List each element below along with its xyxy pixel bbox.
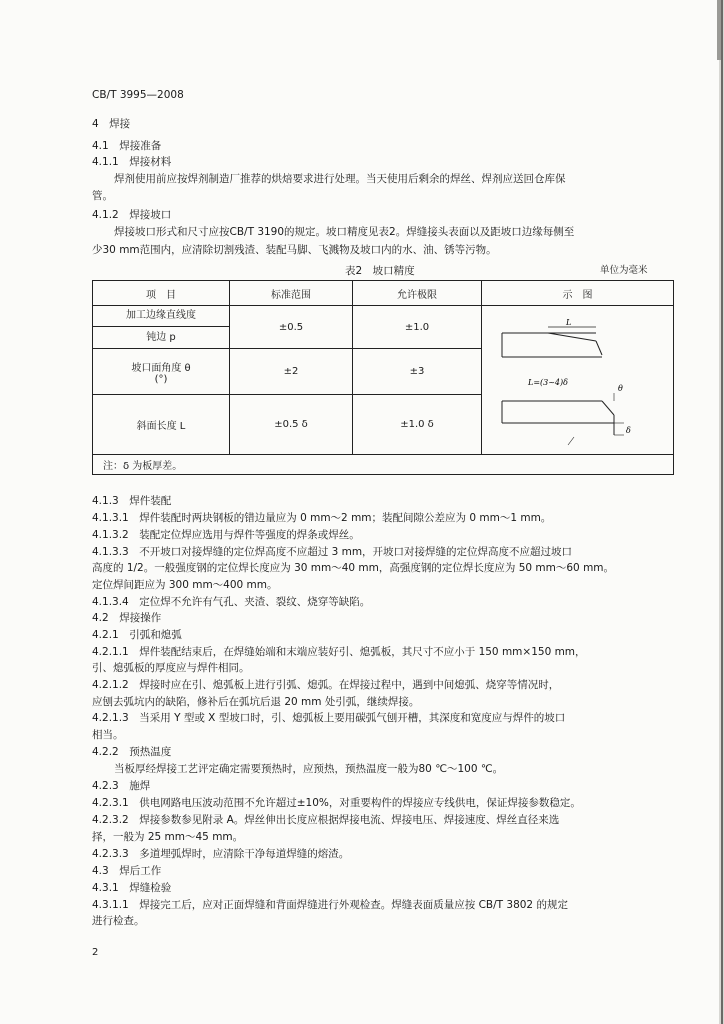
col-header-standard: 标准范围 (230, 281, 353, 306)
item-slope-length: 斜面长度 L (136, 421, 186, 432)
table-cell-standard: ±0.5 (230, 306, 353, 349)
body-line: 4.2.3 施焊 (92, 780, 151, 792)
table-note: 注：δ 为板厚差。 (93, 455, 674, 475)
body-line: 4.1.2 焊接坡口 (92, 209, 172, 221)
body-line: 当板厚经焊接工艺评定确定需要预热时，应预热，预热温度一般为80 ℃～100 ℃。 (114, 763, 504, 775)
body-line: 择，一般为 25 mm～45 mm。 (92, 831, 244, 843)
body-line: 4.1.3.2 装配定位焊应选用与焊件等强度的焊条或焊丝。 (92, 529, 360, 541)
table-cell-standard: ±0.5 δ (230, 395, 353, 455)
label-delta: δ (626, 426, 631, 435)
body-line: 少30 mm范围内，应清除切割残渣、装配马脚、飞溅物及坡口内的水、油、锈等污物。 (92, 244, 497, 256)
body-line: 进行检查。 (92, 915, 145, 927)
label-L-formula: L=(3~4)δ (528, 378, 568, 387)
body-line: 焊接坡口形式和尺寸应按CB/T 3190的规定。坡口精度见表2。焊缝接头表面以及距坡口边缘每侧至 (114, 226, 575, 238)
body-line: 4.2.1.1 焊件装配结束后，在焊缝始端和末端应装好引、熄弧板，其尺寸不应小于 150 mm×150 mm， (92, 646, 586, 658)
body-line: 4.2.3.1 供电网路电压波动范围不允许超过±10%，对重要构件的焊接应专线供电，保证焊接参数稳定。 (92, 797, 581, 809)
scan-edge-artifact (703, 0, 724, 1024)
item-root-face: 钝边 p (93, 326, 229, 348)
col-header-item: 项 目 (93, 281, 230, 306)
body-line: 4.1 焊接准备 (92, 140, 162, 152)
body-line: 4.2.3.2 焊接参数参见附录 A。焊丝伸出长度应根据焊接电流、焊接电压、焊接速度、焊丝直径来选 (92, 814, 560, 826)
body-line: 4.3.1 焊缝检验 (92, 882, 172, 894)
body-line: 4.2 焊接操作 (92, 612, 162, 624)
body-line: 4.2.1 引弧和熄弧 (92, 629, 182, 641)
label-L-top: L (566, 318, 572, 327)
body-line: 引、熄弧板的厚度应与焊件相同。 (92, 662, 250, 674)
body-line: 4.2.1.2 焊接时应在引、熄弧板上进行引弧、熄弧。在焊接过程中，遇到中间熄弧、烧穿等情况时， (92, 679, 560, 691)
body-line: 定位焊间距应为 300 mm～400 mm。 (92, 579, 278, 591)
table-cell-item (93, 349, 230, 395)
body-line: 4.1.3.3 不开坡口对接焊缝的定位焊高度不应超过 3 mm，开坡口对接焊缝的定位焊高度不应超过坡口 (92, 546, 573, 558)
table-cell-limit: ±1.0 δ (353, 395, 482, 455)
bevel-diagram (478, 305, 672, 450)
body-line: 4.3.1.1 焊接完工后，应对正面焊缝和背面焊缝进行外观检查。焊缝表面质量应按 CB/T 3802 的规定 (92, 899, 568, 911)
item-straightness: 加工边缘直线度 (126, 310, 196, 321)
body-line: 4.3 焊后工作 (92, 865, 162, 877)
item-bevel-angle: 坡口面角度 θ (131, 362, 191, 374)
body-line: 4.2.1.3 当采用 Y 型或 X 型坡口时，引、熄弧板上要用碳弧气刨开槽，其深度和宽度应与焊件的坡口 (92, 712, 566, 724)
body-line: 相当。 (92, 729, 124, 741)
body-line: 高度的 1/2。一般强度钢的定位焊长度应为 30 mm～40 mm，高强度钢的定位焊长度应为 50 mm～60 mm。 (92, 562, 615, 574)
table-cell-item (93, 306, 230, 349)
table-cell-item (93, 395, 230, 455)
body-line: 4.2.2 预热温度 (92, 746, 172, 758)
body-line: 焊剂使用前应按焊剂制造厂推荐的烘焙要求进行处理。当天使用后剩余的焊丝、焊剂应送回仓库保 (114, 173, 566, 185)
body-line: 4.1.3 焊件装配 (92, 495, 172, 507)
col-header-limit: 允许极限 (353, 281, 482, 306)
table-unit: 单位为毫米 (600, 265, 648, 276)
body-line: 4 焊接 (92, 118, 131, 130)
body-line: 4.1.3.1 焊件装配时两块钢板的错边量应为 0 mm～2 mm；装配间隙公差应为 0 mm～1 mm。 (92, 512, 552, 524)
col-header-figure: 示 图 (482, 281, 674, 306)
table-cell-standard: ±2 (230, 349, 353, 395)
label-theta: θ (618, 384, 623, 393)
table-cell-limit: ±3 (353, 349, 482, 395)
body-line: 应刨去弧坑内的缺陷，修补后在弧坑后退 20 mm 处引弧，继续焊接。 (92, 696, 420, 708)
standard-number-header: CB/T 3995—2008 (92, 89, 184, 101)
body-line: 4.1.3.4 定位焊不允许有气孔、夹渣、裂纹、烧穿等缺陷。 (92, 596, 371, 608)
table-cell-limit: ±1.0 (353, 306, 482, 349)
page-number: 2 (92, 947, 99, 958)
body-line: 4.1.1 焊接材料 (92, 156, 172, 168)
body-line: 4.2.3.3 多道埋弧焊时，应清除干净每道焊缝的熔渣。 (92, 848, 350, 860)
body-line: 管。 (92, 190, 113, 202)
table-caption: 表2 坡口精度 (345, 265, 415, 277)
item-bevel-angle-unit: (°) (154, 373, 168, 385)
